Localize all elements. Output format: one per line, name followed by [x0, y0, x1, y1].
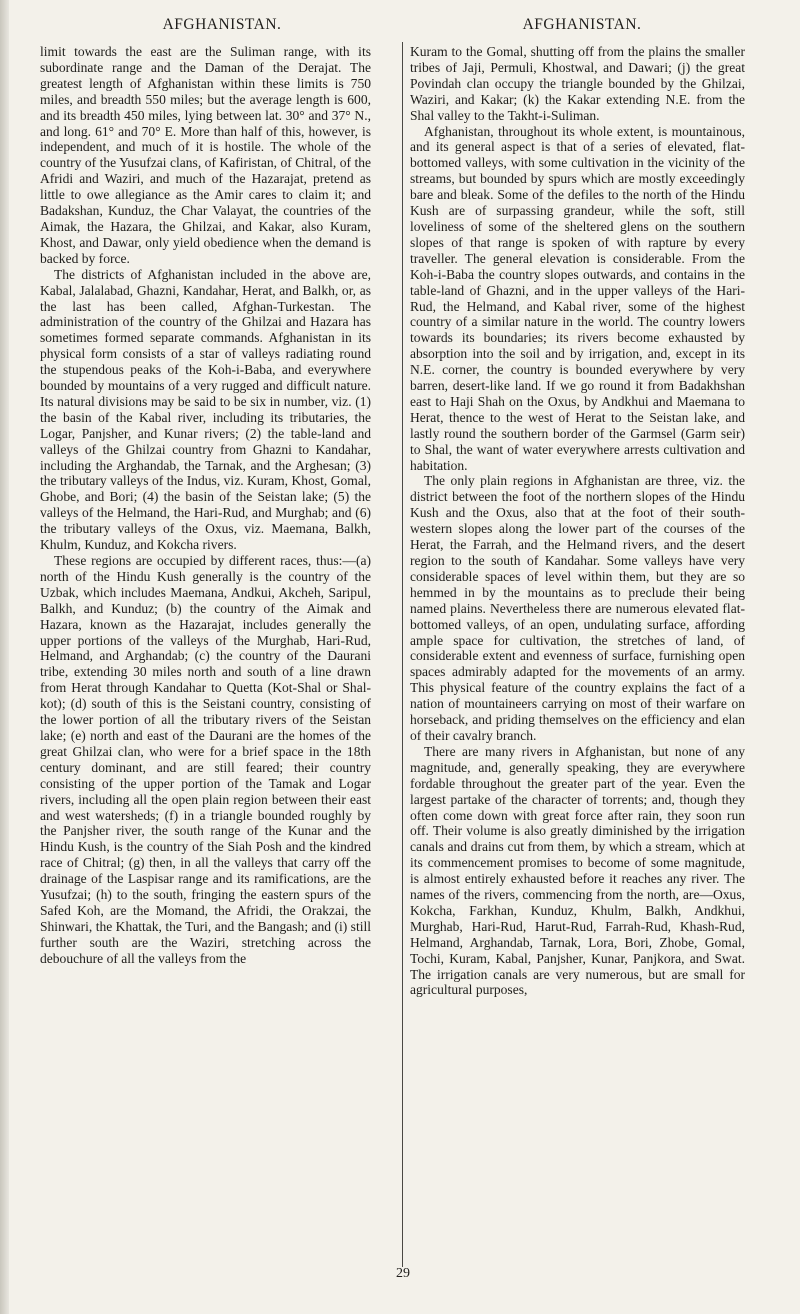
column-divider — [402, 42, 403, 1267]
page-number: 29 — [396, 1266, 410, 1281]
left-column — [40, 44, 371, 967]
paragraph: Afghanistan, throughout its whole extent, is mountainous, and its general aspect is that of a series of elevated, flat-bottomed valleys, with some cultivation in the vicinity of the streams, but bounded by spurs which are mostly exceedingly bare and bleak. Some of the defiles to the north of the Hindu Kush are of surpassing grandeur, while the soft, still loveliness of some of the sheltered glens on the southern slopes of that range is spoken of with rapture by every traveller. The general elevation is considerable. From the Koh-i-Baba the country slopes outwards, and contains in the table-land of Ghazni, and in the upper valleys of the Hari-Rud, the Helmand, and Kabal river, some of the highest country of a similar nature in the world. The country lowers towards its boundaries; its rivers become exhausted by absorption into the soil and by irrigation, and, except in its N.E. corner, the country is bounded everywhere by very barren, desert-like land. If we go round it from Badakhshan east to Haji Shah on the Oxus, by Andkhui and Maemana to Herat, thence to the west of Herat to the Seistan lake, and lastly round the southern border of the Garmsel (Garm seir) to Shal, the want of water everywhere arrests cultivation and habitation. — [410, 123, 745, 473]
paragraph: The only plain regions in Afghanistan are three, viz. the district between the foot of the northern slopes of the Hindu Kush and the Oxus, also that at the foot of their south-western slopes along the lower part of the courses of the Herat, the Farrah, and the Helmand rivers, and the desert region to the south of Kandahar. Some valleys have very considerable spaces of level within them, but they are so hemmed in by the mountains as to preclude their being named plains. Nevertheless there are numerous elevated flat-bottomed valleys, of an open, undulating surface, affording ample space for cultivation, the stretches of land, of considerable extent and evenness of surface, furnishing open spaces admirably adapted for the movements of an army. This physical feature of the country explains the fact of a nation of mountaineers carrying on most of their warfare on horseback, and priding themselves on the efficiency and elan of their cavalry branch. — [410, 473, 745, 743]
paragraph: There are many rivers in Afghanistan, but none of any magnitude, and, generally speaking, they are everywhere fordable throughout the greater part of the year. Even the largest partake of the character of torrents; and, though they often come down with great force after rain, they soon run off. Their volume is also greatly diminished by the irrigation canals and drains cut from them, by which a stream, which at its commencement promises to become of some magnitude, is almost entirely exhausted before it reaches any river. The names of the rivers, commencing from the north, are—Oxus, Kokcha, Farkhan, Kunduz, Khulm, Balkh, Andkhui, Murghab, Hari-Rud, Harut-Rud, Farrah-Rud, Khash-Rud, Helmand, Arghandab, Tarnak, Lora, Bori, Zhobe, Gomal, Tochi, Kuram, Kabal, Panjsher, Kunar, Panjkora, and Swat. The irrigation canals are very numerous, but are small for agricultural purposes, — [410, 743, 745, 998]
right-column — [410, 44, 745, 998]
running-header-left: AFGHANISTAN. — [162, 16, 282, 33]
paragraph: limit towards the east are the Suliman range, with its subordinate range and the Daman of the Derajat. The greatest length of Afghanistan within these limits is 750 miles, and breadth 550 miles; but the average length is 600, and its breadth 450 miles, lying between lat. 30° and 37° N., and long. 61° and 70° E. More than half of this, however, is independent, and much of it is hostile. The whole of the country of the Yusufzai clans, of Kafiristan, of Chitral, of the Afridi and Waziri, and much of the Hazarajat, pretend as little to owe allegiance as the Amir cares to claim it; and Badakshan, Kunduz, the Char Valayat, the countries of the Aimak, the Hazara, the Ghilzai, and Kakar, also Kuram, Khost, and Dawar, only yield obedience when the demand is backed by force. — [40, 44, 371, 266]
page-edge — [0, 0, 9, 1314]
paragraph: These regions are occupied by different races, thus:—(a) north of the Hindu Kush generally is the country of the Uzbak, which includes Maemana, Andkui, Akcheh, Saripul, Balkh, and Kunduz; (b) the country of the Aimak and Hazara, known as the Hazarajat, includes generally the upper portions of the valleys of the Murghab, Hari-Rud, Helmand, and Arghandab; (c) the country of the Daurani tribe, extending 30 miles north and south of a line drawn from Herat through Kandahar to Quetta (Kot-Shal or Shal-kot); (d) south of this is the Seistani country, consisting of the lower portion of all the tributary rivers of the Seistan lake; (e) north and east of the Daurani are the homes of the great Ghilzai clan, who were for a brief space in the 18th century dominant, and are still feared; their country consisting of the upper portion of the Tamak and Logar rivers, including all the open plain region between their east and west watersheds; (f) in a triangle bounded roughly by the Panjsher river, the south range of the Kunar and the Hindu Kush, is the country of the Siah Posh and the kindred race of Chitral; (g) then, in all the valleys that carry off the drainage of the Laspisar range and its ramifications, are the Yusufzai; (h) to the south, fringing the eastern spurs of the Safed Koh, are the Momand, the Afridi, the Orakzai, the Shinwari, the Khattak, the Turi, and the Bangash; and (i) still further south are the Waziri, stretching across the debouchure of all the valleys from the — [40, 553, 371, 966]
running-header-right: AFGHANISTAN. — [522, 16, 642, 33]
paragraph: The districts of Afghanistan included in the above are, Kabal, Jalalabad, Ghazni, Kandahar, Herat, and Balkh, or, as the last has been called, Afghan-Turkestan. The administration of the country of the Ghilzai and Hazara has sometimes formed separate commands. Afghanistan in its physical form consists of a star of valleys radiating round the stupendous peaks of the Koh-i-Baba, and everywhere bounded by mountains of a very rugged and difficult nature. Its natural divisions may be said to be six in number, viz. (1) the basin of the Kabal river, including its tributaries, the Logar, Panjsher, and Kunar rivers; (2) the table-land and valleys of the Ghilzai country from Ghazni to Kandahar, including the Arghandab, the Tarnak, and the Arghesan; (3) the tributary valleys of the Indus, viz. Kuram, Khost, Gomal, Ghobe, and Bori; (4) the basin of the Seistan lake; (5) the valleys of the Helmand, the Hari-Rud, and Murghab; and (6) the tributary valleys of the Oxus, viz. Maemana, Balkh, Khulm, Kunduz, and Kokcha rivers. — [40, 266, 371, 553]
paragraph: Kuram to the Gomal, shutting off from the plains the smaller tribes of Jaji, Permuli, Khostwal, and Dawari; (j) the great Povindah clan occupy the triangle bounded by the Ghilzai, Waziri, and Kakar; (k) the Kakar extending N.E. from the Shal valley to the Takht-i-Suliman. — [410, 44, 745, 123]
